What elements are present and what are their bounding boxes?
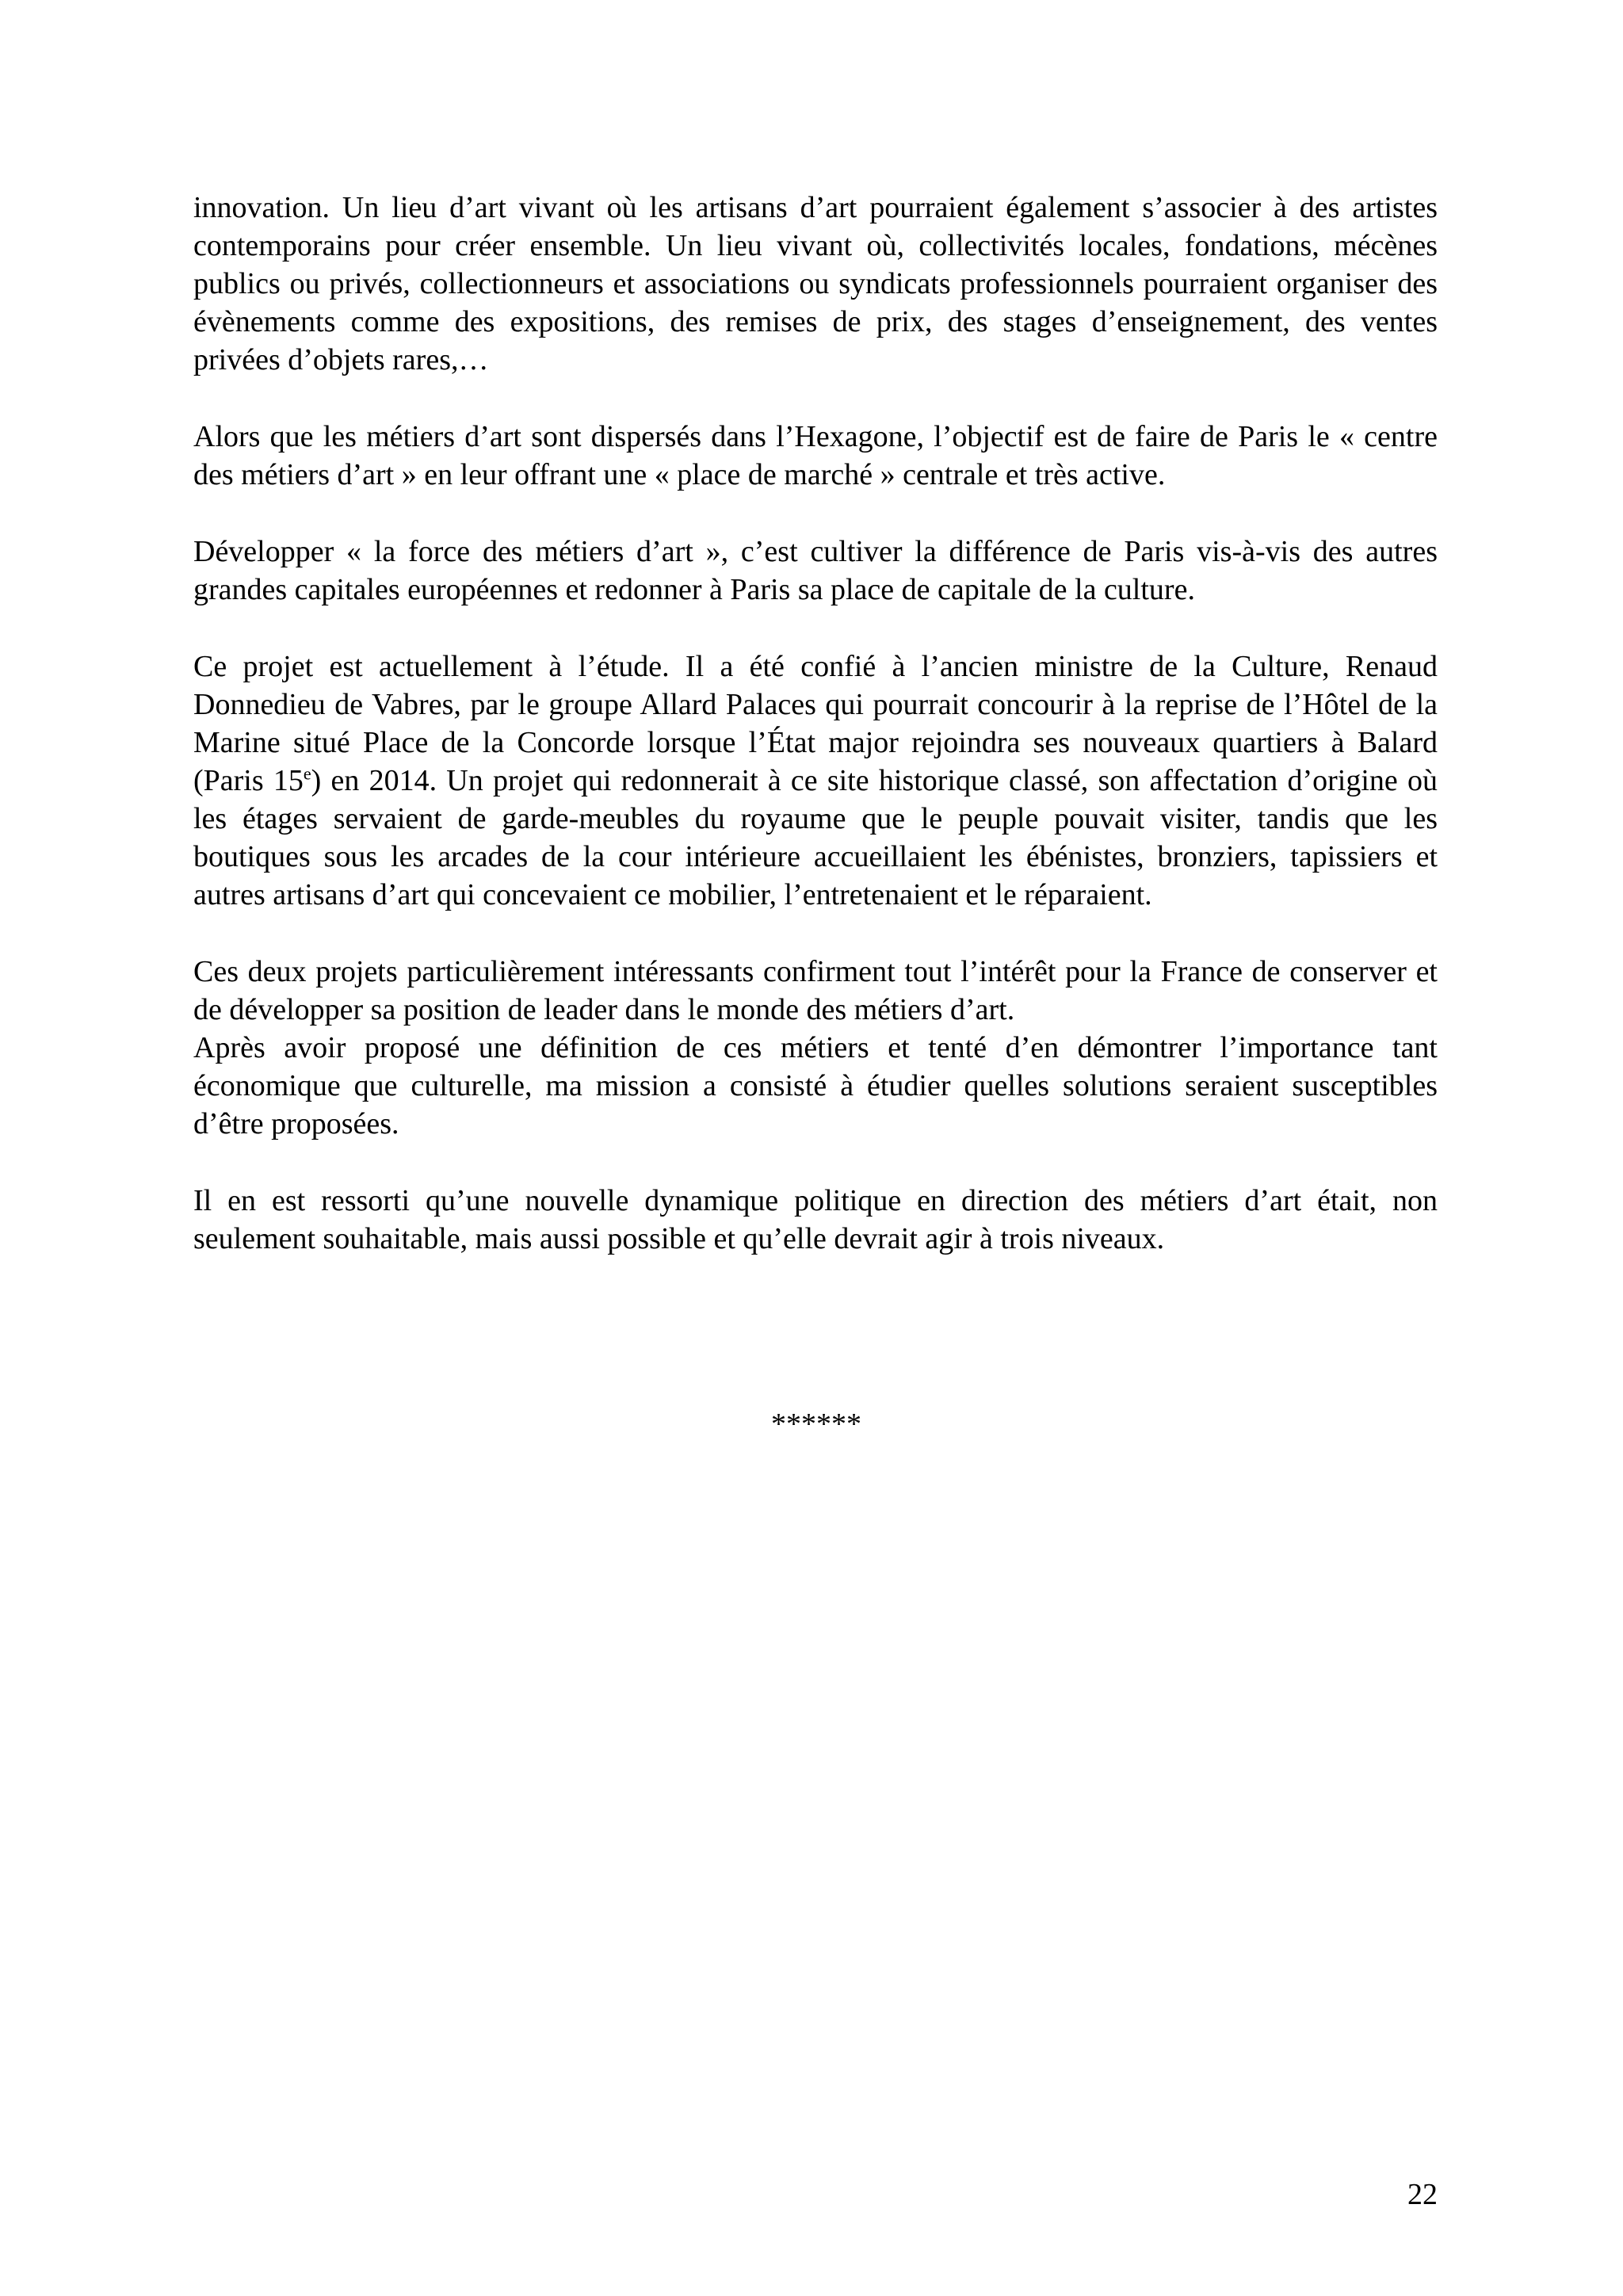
paragraph-projet-etude — [193, 648, 1438, 914]
body-text — [193, 189, 1438, 1297]
page-number: 22 — [1407, 2178, 1438, 2211]
paragraph-dynamique: Il en est ressorti qu’une nouvelle dynamique politique en direction des métiers d’art était, non seulement souhaitable, mais aussi possible et qu’elle devrait agir à trois niveaux. — [193, 1184, 1438, 1255]
paragraph-innovation: innovation. Un lieu d’art vivant où les artisans d’art pourraient également s’associer à des artistes contemporains pour créer ensemble. Un lieu vivant où, collectivités locales, fondations, mécènes publics ou privés, collectionneurs et associations ou syndicats professionnels pourraient organiser des évènements comme des expositions, des remises de prix, des stages d’enseignement, des ventes privées d’objets rares,… — [193, 191, 1438, 376]
paragraph-deux-projets: Ces deux projets particulièrement intéressants confirment tout l’intérêt pour la France de conserver et de développer sa position de leader dans le monde des métiers d’art. — [193, 955, 1438, 1026]
paragraph-hexagone: Alors que les métiers d’art sont dispersés dans l’Hexagone, l’objectif est de faire de Paris le « centre des métiers d’art » en leur offrant une « place de marché » centrale et très active. — [193, 420, 1438, 491]
paragraph-mission: Après avoir proposé une définition de ces métiers et tenté d’en démontrer l’importance tant économique que culturelle, ma mission a consisté à étudier quelles solutions seraient susceptibles d’être proposées. — [193, 1031, 1438, 1140]
paragraph-force-metiers: Développer « la force des métiers d’art », c’est cultiver la différence de Paris vis-à-vis des autres grandes capitales européennes et redonner à Paris sa place de capitale de la culture. — [193, 535, 1438, 606]
paragraph-projet-etude-part2: ) en 2014. Un projet qui redonnerait à ce site historique classé, son affectation d’origine où les étages servaient de garde-meubles du royaume que le peuple pouvait visiter, tandis que les boutiques sous les arcades de la cour intérieure accueillaient les ébénistes, bronziers, tapissiers et autres artisans d’art qui concevaient ce mobilier, l’entretenaient et le réparaient. — [193, 764, 1438, 911]
superscript-e: e — [303, 763, 311, 784]
paragraph-projet-etude-part1: Ce projet est actuellement à l’étude. Il a été confié à l’ancien ministre de la Culture, Renaud Donnedieu de Vabres, par le groupe Allard Palaces qui pourrait concourir à la reprise de l’Hôtel de la Marine situé Place de la Concorde lorsque l’État major rejoindra ses nouveaux quartiers à Balard (Paris 15 — [193, 650, 1438, 797]
section-separator: ****** — [771, 1408, 861, 1441]
